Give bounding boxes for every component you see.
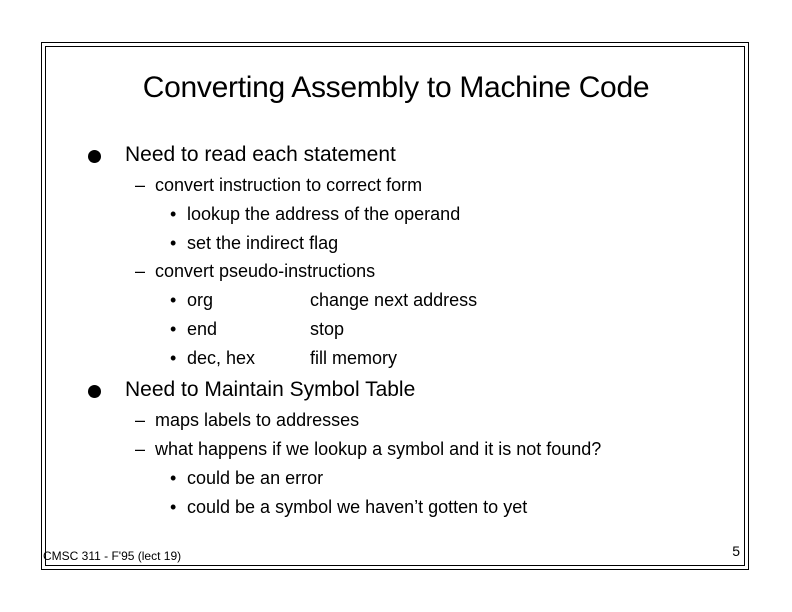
pseudo-instruction-name: org <box>187 290 214 310</box>
slide-title: Converting Assembly to Machine Code <box>142 71 650 104</box>
pseudo-instruction-name: end <box>187 319 218 339</box>
dash-marker: – <box>135 261 146 281</box>
filled-bullet-icon <box>88 150 101 163</box>
bullet-marker: • <box>170 348 177 368</box>
subitem-text: set the indirect flag <box>187 233 339 253</box>
item-text: convert instruction to correct form <box>155 175 423 195</box>
pseudo-instruction-name: dec, hex <box>187 348 256 368</box>
item-text: convert pseudo-instructions <box>155 261 376 281</box>
subitem-text: lookup the address of the operand <box>187 204 461 224</box>
bullet-marker: • <box>170 204 177 224</box>
pseudo-instruction-description: change next address <box>310 290 478 310</box>
item-text: what happens if we lookup a symbol and it is not found? <box>155 439 602 459</box>
dash-marker: – <box>135 175 146 195</box>
bullet-marker: • <box>170 319 177 339</box>
filled-bullet-icon <box>88 385 101 398</box>
subitem-text: could be a symbol we haven’t gotten to yet <box>187 497 528 517</box>
pseudo-instruction-description: stop <box>310 319 345 339</box>
dash-marker: – <box>135 410 146 430</box>
dash-marker: – <box>135 439 146 459</box>
subitem-text: could be an error <box>187 468 324 488</box>
page-number: 5 <box>732 543 740 559</box>
bullet-marker: • <box>170 233 177 253</box>
bullet-marker: • <box>170 468 177 488</box>
slide-footer: CMSC 311 - F'95 (lect 19) <box>43 549 182 563</box>
section-2-heading: Need to Maintain Symbol Table <box>125 378 416 401</box>
pseudo-instruction-description: fill memory <box>310 348 398 368</box>
bullet-marker: • <box>170 497 177 517</box>
section-1-heading: Need to read each statement <box>125 143 396 166</box>
bullet-marker: • <box>170 290 177 310</box>
item-text: maps labels to addresses <box>155 410 360 430</box>
